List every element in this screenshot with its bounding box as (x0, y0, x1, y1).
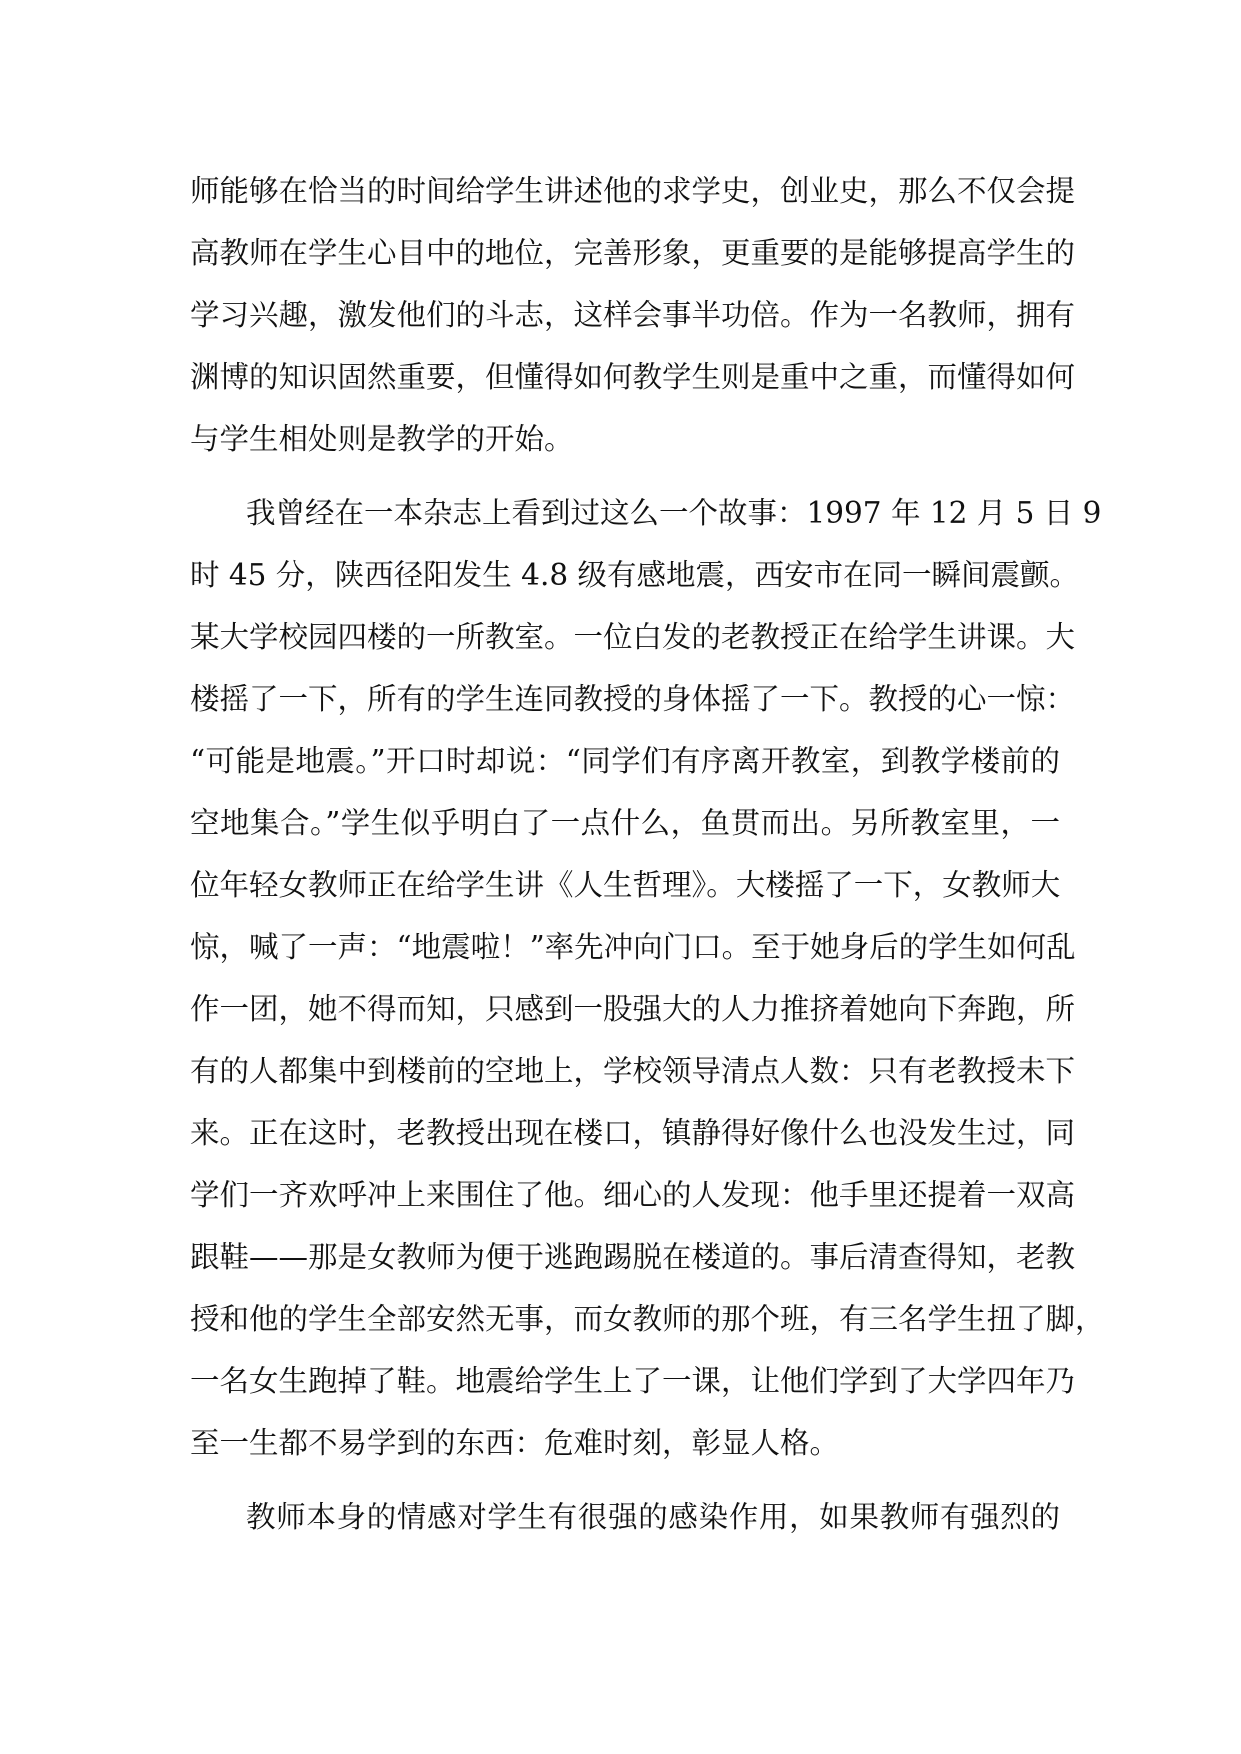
paragraph-line: 某大学校园四楼的一所教室。一位白发的老教授正在给学生讲课。大 (190, 620, 1076, 654)
paragraph-line: 至一生都不易学到的东西：危难时刻，彰显人格。 (190, 1426, 840, 1460)
paragraph-2 (190, 482, 1105, 1474)
paragraph-line: 一名女生跑掉了鞋。地震给学生上了一课，让他们学到了大学四年乃 (190, 1364, 1076, 1398)
paragraph-spacer (190, 470, 1060, 482)
paragraph-line: 我曾经在一本杂志上看到过这么一个故事：1997 年 12 月 5 日 9 (246, 496, 1102, 530)
paragraph-line: 学们一齐欢呼冲上来围住了他。细心的人发现：他手里还提着一双高 (190, 1178, 1076, 1212)
paragraph-line: 教师本身的情感对学生有很强的感染作用，如果教师有强烈的 (246, 1500, 1060, 1534)
paragraph-line: 授和他的学生全部安然无事，而女教师的那个班，有三名学生扭了脚， (190, 1302, 1105, 1336)
paragraph-line: 跟鞋——那是女教师为便于逃跑踢脱在楼道的。事后清查得知，老教 (190, 1240, 1076, 1274)
paragraph-line: 有的人都集中到楼前的空地上，学校领导清点人数：只有老教授未下 (190, 1054, 1076, 1088)
paragraph-spacer (190, 1474, 1060, 1486)
paragraph-line: 渊博的知识固然重要，但懂得如何教学生则是重中之重，而懂得如何 (190, 360, 1076, 394)
paragraph-1 (190, 160, 1076, 470)
paragraph-line: 来。正在这时，老教授出现在楼口，镇静得好像什么也没发生过，同 (190, 1116, 1076, 1150)
paragraph-line: 楼摇了一下，所有的学生连同教授的身体摇了一下。教授的心一惊： (190, 682, 1076, 716)
paragraph-line: 作一团，她不得而知，只感到一股强大的人力推挤着她向下奔跑，所 (190, 992, 1076, 1026)
paragraph-line: 与学生相处则是教学的开始。 (190, 422, 574, 456)
paragraph-line: 惊，喊了一声：“地震啦！”率先冲向门口。至于她身后的学生如何乱 (190, 930, 1076, 964)
paragraph-line: 师能够在恰当的时间给学生讲述他的求学史，创业史，那么不仅会提 (190, 174, 1076, 208)
paragraph-line: 空地集合。”学生似乎明白了一点什么，鱼贯而出。另所教室里，一 (190, 806, 1060, 840)
paragraph-line: “可能是地震。”开口时却说：“同学们有序离开教室，到教学楼前的 (190, 744, 1060, 778)
paragraph-line: 学习兴趣，激发他们的斗志，这样会事半功倍。作为一名教师，拥有 (190, 298, 1076, 332)
paragraph-line: 位年轻女教师正在给学生讲《人生哲理》。大楼摇了一下，女教师大 (190, 868, 1061, 902)
paragraph-3 (190, 1486, 1060, 1548)
paragraph-line: 高教师在学生心目中的地位，完善形象，更重要的是能够提高学生的 (190, 236, 1076, 270)
document-body (190, 160, 1105, 1548)
paragraph-line: 时 45 分，陕西径阳发生 4.8 级有感地震，西安市在同一瞬间震颤。 (190, 558, 1079, 592)
